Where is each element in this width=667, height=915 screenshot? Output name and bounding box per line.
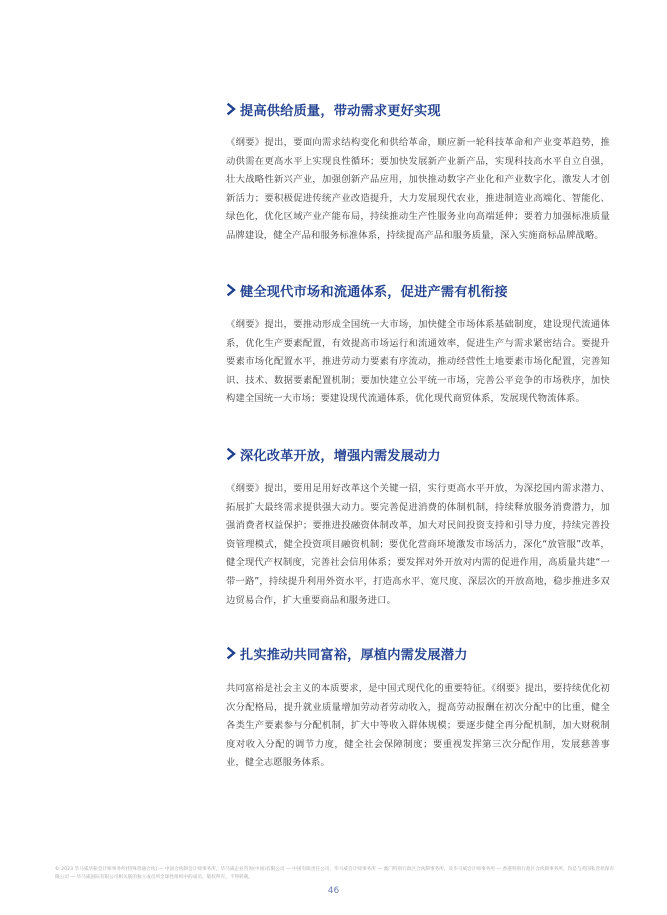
- section-heading-text: 健全现代市场和流通体系，促进产需有机衔接: [240, 284, 508, 300]
- copyright-footer: © 2023 毕马威华振会计师事务所(特殊普通合伙) — 中国合伙制会计师事务所，毕马威企业咨询(中国)有限公司 — 中国有限责任公司，毕马威会计师事务所 — 澳门特别行政区合伙制事务所，及毕马威会计师事务所 — 香港特别行政区合伙制事务所，均是与英国私营担保有限公司 — 毕马威国际有限公司相关联的独立成员所全球性组织中的成员。版权所有，不得转载。: [55, 867, 615, 880]
- section-reform-opening: [226, 444, 610, 610]
- section-heading-text: 扎实推动共同富裕，厚植内需发展潜力: [240, 647, 468, 663]
- section-body: 共同富裕是社会主义的本质要求，是中国式现代化的重要特征。《纲要》提出，要持续优化初次分配格局，提升就业质量增加劳动者劳动收入，提高劳动报酬在初次分配中的比重，健全各类生产要素参与分配机制，扩大中等收入群体规模；要逐步健全再分配机制，加大财税制度对收入分配的调节力度，健全社会保障制度；要重视发挥第三次分配作用，发展慈善事业，健全志愿服务体系。: [226, 683, 610, 769]
- section-common-prosperity: [226, 643, 610, 773]
- section-supply-quality: [226, 99, 610, 246]
- page-number: 46: [327, 886, 340, 896]
- chevron-right-icon: [226, 645, 238, 661]
- section-heading: [226, 643, 610, 663]
- chevron-right-icon: [226, 282, 238, 298]
- section-market-circulation: [226, 280, 610, 409]
- section-heading-text: 深化改革开放，增强内需发展动力: [240, 448, 441, 464]
- section-heading: [226, 280, 610, 300]
- section-heading: [226, 444, 610, 464]
- section-body: 《纲要》提出，要用足用好改革这个关键一招，实行更高水平开放，为深挖国内需求潜力、拓展扩大最终需求提供强大动力。要完善促进消费的体制机制，持续释放服务消费潜力，加强消费者权益保护；要推进投融资体制改革，加大对民间投资支持和引导力度，持续完善投资管理模式，健全投资项目融资机制；要优化营商环境激发市场活力，深化“放管服”改革，健全现代产权制度，完善社会信用体系；要发挥对外开放对内需的促进作用，高质量共建“一带一路”，持续提升利用外资水平，打造高水平、宽尺度、深层次的开放高地，稳步推进多双边贸易合作，扩大重要商品和服务进口。: [226, 483, 610, 606]
- section-heading: [226, 99, 610, 119]
- chevron-right-icon: [226, 446, 238, 462]
- section-body: 《纲要》提出，要面向需求结构变化和供给革命，顺应新一轮科技革命和产业变革趋势，推动供需在更高水平上实现良性循环；要加快发展新产业新产品，实现科技高水平自立自强，壮大战略性新兴产业，加强创新产品应用，加快推动数字产业化和产业数字化，激发人才创新活力；要积极促进传统产业改造提升，大力发展现代农业，推进制造业高端化、智能化、绿色化，优化区域产业产能布局，持续推动生产性服务业向高端延伸；要着力加强标准质量品牌建设，健全产品和服务标准体系，持续提高产品和服务质量，深入实施商标品牌战略。: [226, 137, 610, 241]
- chevron-right-icon: [226, 101, 238, 117]
- section-heading-text: 提高供给质量，带动需求更好实现: [240, 103, 441, 119]
- section-body: 《纲要》提出，要推动形成全国统一大市场，加快健全市场体系基础制度，建设现代流通体系，优化生产要素配置，有效提高市场运行和流通效率，促进生产与需求紧密结合。要提升要素市场化配置水平，推进劳动力要素有序流动，推动经营性土地要素市场化配置，完善知识、技术、数据要素配置机制；要加快建立公平统一市场，完善公平竞争的市场秩序，加快构建全国统一大市场；要建设现代流通体系，优化现代商贸体系，发展现代物流体系。: [226, 319, 610, 405]
